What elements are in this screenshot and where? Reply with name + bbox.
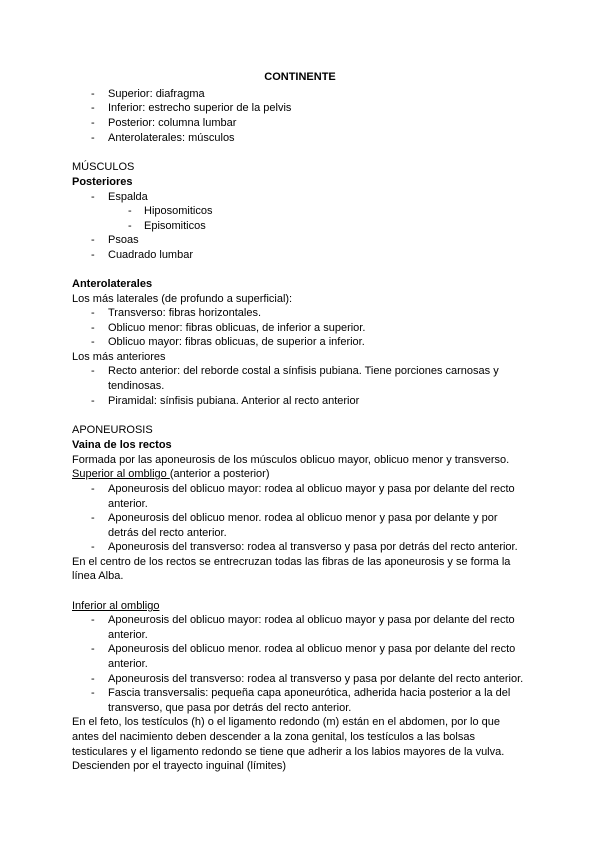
list-item: Posterior: columna lumbar	[108, 117, 237, 129]
list-item: Aponeurosis del transverso: rodea al transverso y pasa por detrás del recto anterior.	[108, 541, 518, 553]
list-item: Cuadrado lumbar	[108, 249, 193, 261]
paragraph: antes del nacimiento deben descender a la zona genital, los testículos a las bolsas	[72, 731, 475, 743]
list-item: Piramidal: sínfisis pubiana. Anterior al recto anterior	[108, 395, 360, 407]
list-bullet: -	[91, 234, 95, 246]
list-bullet: -	[91, 541, 95, 553]
list-item-continuation: anterior.	[108, 629, 148, 641]
list-bullet: -	[91, 132, 95, 144]
paragraph: Los más anteriores	[72, 351, 166, 363]
list-item: Espalda	[108, 191, 148, 203]
list-item: Hiposomiticos	[144, 205, 213, 217]
list-item-continuation: detrás del recto anterior.	[108, 527, 227, 539]
list-item-continuation: anterior.	[108, 658, 148, 670]
list-bullet: -	[91, 88, 95, 100]
list-item: Superior: diafragma	[108, 88, 205, 100]
list-item: Aponeurosis del oblicuo mayor: rodea al oblicuo mayor y pasa por delante del recto	[108, 483, 515, 495]
label-suffix: (anterior a posterior)	[169, 468, 270, 480]
list-item: Inferior: estrecho superior de la pelvis	[108, 102, 292, 114]
paragraph: testiculares y el ligamento redondo se tiene que adherir a los labios mayores de la vulva.	[72, 746, 505, 758]
list-bullet: -	[91, 249, 95, 261]
list-item: Aponeurosis del oblicuo mayor: rodea al oblicuo mayor y pasa por delante del recto	[108, 614, 515, 626]
paragraph: En el feto, los testículos (h) o el ligamento redondo (m) están en el abdomen, por lo que	[72, 716, 501, 728]
paragraph: línea Alba.	[72, 570, 124, 582]
list-bullet: -	[91, 673, 95, 685]
list-bullet: -	[91, 322, 95, 334]
list-bullet: -	[91, 614, 95, 626]
list-bullet: -	[91, 117, 95, 129]
list-bullet: -	[91, 687, 95, 699]
list-bullet: -	[91, 643, 95, 655]
section-heading-aponeurosis: APONEUROSIS	[72, 424, 153, 436]
underlined-label: Superior al ombligo	[72, 468, 170, 480]
list-bullet: -	[91, 102, 95, 114]
list-bullet: -	[91, 336, 95, 348]
list-item-continuation: tendinosas.	[108, 380, 165, 392]
list-bullet: -	[128, 205, 132, 217]
list-item: Recto anterior: del reborde costal a sínfisis pubiana. Tiene porciones carnosas y	[108, 365, 499, 377]
list-item: Episomiticos	[144, 220, 206, 232]
paragraph: Los más laterales (de profundo a superficial):	[72, 293, 293, 305]
list-bullet: -	[91, 395, 95, 407]
subheading-posteriores: Posteriores	[72, 176, 133, 188]
list-item: Fascia transversalis: pequeña capa aponeurótica, adherida hacia posterior a la del	[108, 687, 511, 699]
subheading-anterolaterales: Anterolaterales	[72, 278, 153, 290]
list-bullet: -	[91, 191, 95, 203]
list-bullet: -	[128, 220, 132, 232]
list-item: Oblicuo menor: fibras oblicuas, de inferior a superior.	[108, 322, 366, 334]
list-item: Aponeurosis del transverso: rodea al transverso y pasa por delante del recto anterior.	[108, 673, 524, 685]
list-bullet: -	[91, 365, 95, 377]
list-item: Aponeurosis del oblicuo menor. rodea al oblicuo menor y pasa por delante y por	[108, 512, 498, 524]
list-item-continuation: anterior.	[108, 498, 148, 510]
list-bullet: -	[91, 512, 95, 524]
paragraph: En el centro de los rectos se entrecruzan todas las fibras de las aponeurosis y se forma la	[72, 556, 511, 568]
list-item: Oblicuo mayor: fibras oblicuas, de superior a inferior.	[108, 336, 365, 348]
list-item-continuation: transverso, que pasa por detrás del recto anterior.	[108, 702, 352, 714]
subheading-vaina: Vaina de los rectos	[72, 439, 172, 451]
paragraph: Descienden por el trayecto inguinal (límites)	[72, 760, 286, 772]
underlined-label: Inferior al ombligo	[72, 600, 160, 612]
section-heading-musculos: MÚSCULOS	[72, 161, 135, 173]
paragraph: Formada por las aponeurosis de los músculos oblicuo mayor, oblicuo menor y transverso.	[72, 454, 510, 466]
paragraph	[72, 467, 270, 482]
list-bullet: -	[91, 307, 95, 319]
list-bullet: -	[91, 483, 95, 495]
document-title: CONTINENTE	[264, 71, 336, 83]
list-item: Psoas	[108, 234, 139, 246]
list-item: Aponeurosis del oblicuo menor. rodea al oblicuo menor y pasa por delante del recto	[108, 643, 516, 655]
list-item: Transverso: fibras horizontales.	[108, 307, 262, 319]
list-item: Anterolaterales: músculos	[108, 132, 235, 144]
